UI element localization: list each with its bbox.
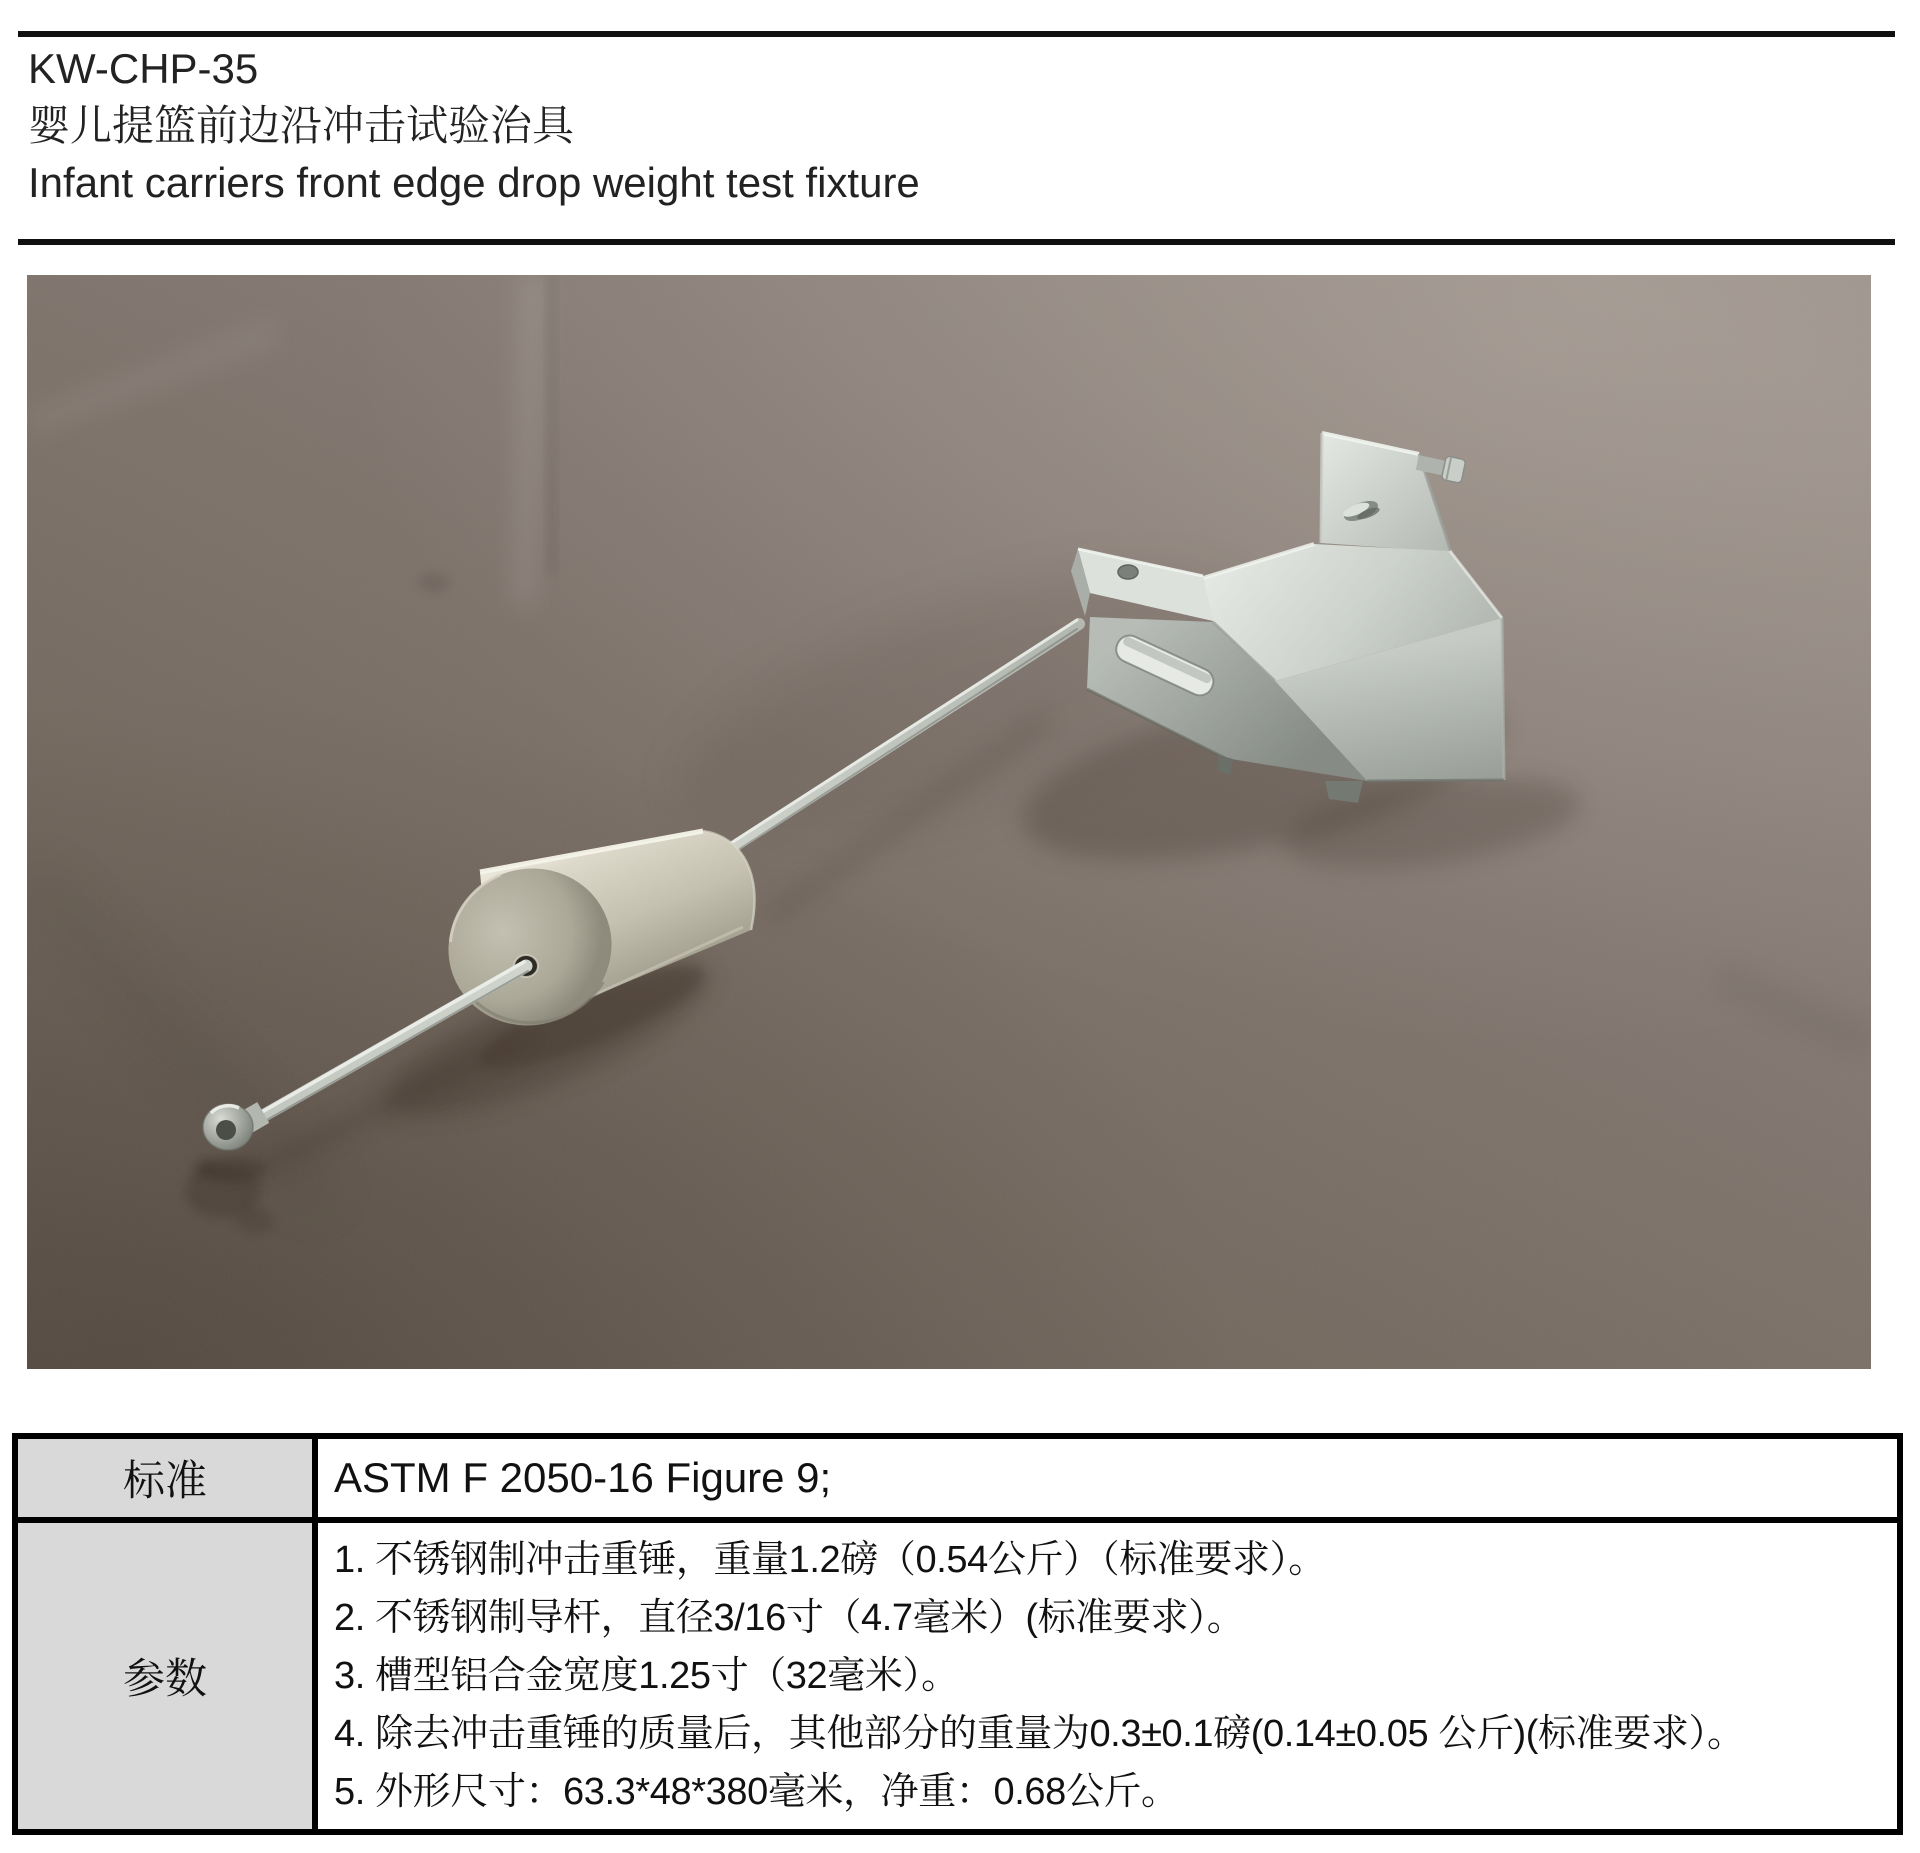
header-title-block	[28, 40, 920, 211]
top-rule	[18, 31, 1895, 37]
parameter-line-2: 2. 不锈钢制导杆，直径3/16寸（4.7毫米）(标准要求）。	[334, 1597, 1245, 1639]
model-code: KW-CHP-35	[28, 45, 259, 92]
product-title-en: Infant carriers front edge drop weight test fixture	[28, 159, 920, 206]
product-photo	[27, 275, 1871, 1369]
parameter-line-3: 3. 槽型铝合金宽度1.25寸（32毫米）。	[334, 1655, 959, 1697]
parameter-line-4: 4. 除去冲击重锤的质量后，其他部分的重量为0.3±0.1磅(0.14±0.05 公斤)(标准要求）。	[334, 1713, 1745, 1755]
parameters-label: 参数	[15, 1520, 315, 1832]
standard-label: 标准	[15, 1436, 315, 1520]
spec-table	[12, 1433, 1903, 1835]
parameter-line-1: 1. 不锈钢制冲击重锤，重量1.2磅（0.54公斤）（标准要求）。	[334, 1539, 1326, 1581]
title-divider-rule	[18, 239, 1895, 245]
fabric-background	[27, 275, 1871, 1369]
spec-row-standard	[15, 1436, 1900, 1520]
parameters-value	[315, 1520, 1900, 1832]
tab-hole	[1118, 565, 1138, 579]
parameter-line-5: 5. 外形尺寸：63.3*48*380毫米，净重：0.68公斤。	[334, 1771, 1179, 1813]
product-photo-image	[27, 275, 1871, 1369]
cap-socket	[216, 1120, 236, 1140]
product-title-zh: 婴儿提篮前边沿冲击试验治具	[28, 102, 575, 149]
spec-row-parameters	[15, 1520, 1900, 1832]
standard-value: ASTM F 2050-16 Figure 9;	[315, 1436, 1900, 1520]
